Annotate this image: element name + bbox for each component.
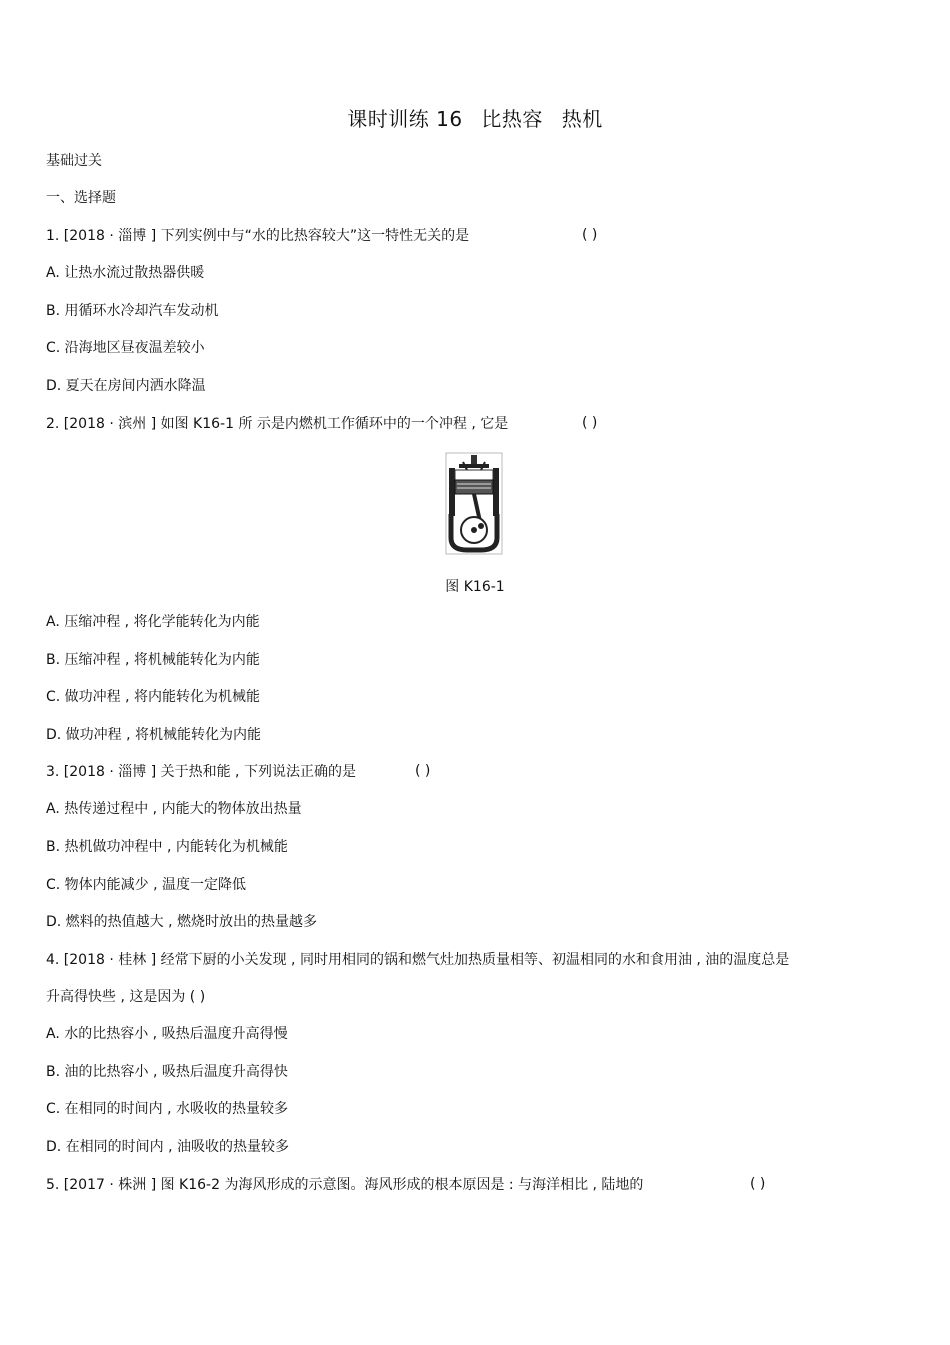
title-part1: 比热容 bbox=[481, 107, 543, 131]
figure-caption: 图 K16-1 bbox=[445, 579, 505, 595]
question-3-stem: 3. [2018 · 淄博 ] 关于热和能 , 下列说法正确的是 bbox=[46, 764, 356, 780]
title-part2: 热机 bbox=[561, 107, 603, 131]
question-2-option-d: D. 做功冲程 , 将机械能转化为内能 bbox=[46, 727, 262, 743]
question-4-stem-continued: 升高得快些 , 这是因为 ( ) bbox=[46, 989, 206, 1005]
question-2-answer-paren: ( ) bbox=[582, 415, 598, 431]
question-1-option-b: B. 用循环水冷却汽车发动机 bbox=[46, 303, 219, 319]
subsection-heading: 一、选择题 bbox=[46, 190, 116, 206]
question-3-option-a: A. 热传递过程中 , 内能大的物体放出热量 bbox=[46, 801, 302, 817]
question-1-option-a: A. 让热水流过散热器供暖 bbox=[46, 265, 205, 281]
question-4-stem: 4. [2018 · 桂林 ] 经常下厨的小关发现 , 同时用相同的锅和燃气灶加热质量相等、初温相同的水和食用油 , 油的温度总是 bbox=[46, 952, 790, 968]
question-4-option-a: A. 水的比热容小 , 吸热后温度升高得慢 bbox=[46, 1026, 288, 1042]
question-2-option-a: A. 压缩冲程 , 将化学能转化为内能 bbox=[46, 614, 260, 630]
question-4-option-c: C. 在相同的时间内 , 水吸收的热量较多 bbox=[46, 1101, 289, 1117]
question-3-option-c: C. 物体内能减少 , 温度一定降低 bbox=[46, 877, 247, 893]
question-3-option-b: B. 热机做功冲程中 , 内能转化为机械能 bbox=[46, 839, 288, 855]
question-4-option-d: D. 在相同的时间内 , 油吸收的热量较多 bbox=[46, 1139, 290, 1155]
question-1-option-d: D. 夏天在房间内洒水降温 bbox=[46, 378, 206, 394]
page-title bbox=[0, 103, 950, 132]
question-2-stem: 2. [2018 · 滨州 ] 如图 K16-1 所 示是内燃机工作循环中的一个冲程 , 它是 bbox=[46, 416, 509, 432]
title-main: 课时训练 16 bbox=[347, 107, 463, 131]
section-heading: 基础过关 bbox=[46, 153, 102, 169]
question-3-option-d: D. 燃料的热值越大 , 燃烧时放出的热量越多 bbox=[46, 914, 318, 930]
question-1-stem: 1. [2018 · 淄博 ] 下列实例中与“水的比热容较大”这一特性无关的是 bbox=[46, 228, 470, 244]
engine-cylinder-figure bbox=[445, 452, 503, 555]
question-5-stem: 5. [2017 · 株洲 ] 图 K16-2 为海风形成的示意图。海风形成的根本原因是 : 与海洋相比 , 陆地的 bbox=[46, 1177, 644, 1193]
question-3-answer-paren: ( ) bbox=[415, 763, 431, 779]
question-1-option-c: C. 沿海地区昼夜温差较小 bbox=[46, 340, 205, 356]
question-5-answer-paren: ( ) bbox=[750, 1176, 766, 1192]
question-4-option-b: B. 油的比热容小 , 吸热后温度升高得快 bbox=[46, 1064, 288, 1080]
question-1-answer-paren: ( ) bbox=[582, 227, 598, 243]
question-2-option-b: B. 压缩冲程 , 将机械能转化为内能 bbox=[46, 652, 260, 668]
question-2-option-c: C. 做功冲程 , 将内能转化为机械能 bbox=[46, 689, 261, 705]
